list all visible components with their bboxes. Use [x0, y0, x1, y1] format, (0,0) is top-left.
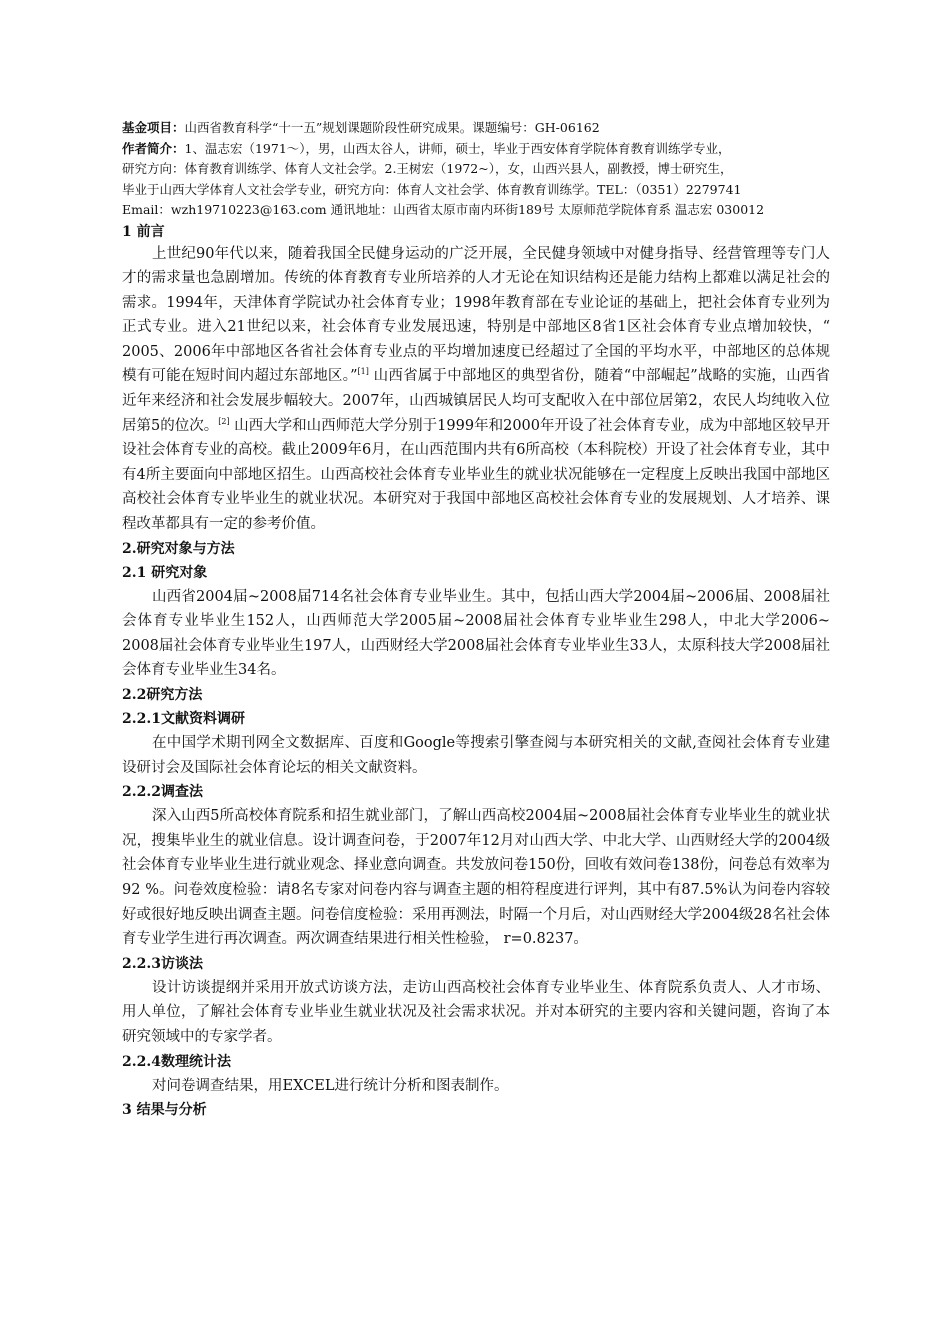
section-2-2-2-paragraph: 深入山西5所高校体育院系和招生就业部门，了解山西高校2004届~2008届社会体育专业毕业生的就业状况，搜集毕业生的就业信息。设计调查问卷，于2007年12月对山西大学、中北大学、山西财经大学的2004级社会体育专业毕业生进行就业观念、择业意向调查。共发放问卷150份，回收有效问卷138份，问卷总有效率为 92 %。问卷效度检验：请8名专家对问卷内容与调查主题的相符程度进行评判，其中有87.5%认为问卷内容较好或很好地反映出调查主题。问卷信度检验：采用再测法，时隔一个月后，对山西财经大学2004级28名社会体育专业学生进行再次调查。两次调查结果进行相关性检验， r=0.8237。 — [122, 808, 830, 948]
author-line-3: 毕业于山西大学体育人文社会学专业，研究方向：体育人文社会学、体育教育训练学。TEL：（0351）2279741 — [122, 181, 742, 197]
section-3-heading: 3 结果与分析 — [122, 1102, 207, 1119]
section-2-2-4-heading: 2.2.4数理统计法 — [122, 1053, 231, 1070]
author-line-2: 研究方向：体育教育训练学、体育人文社会学。2.王树宏（1972~），女，山西兴县人，副教授，博士研究生， — [122, 161, 733, 176]
page-content — [122, 118, 830, 1122]
section-2-2-1-paragraph: 在中国学术期刊网全文数据库、百度和Google等搜索引擎查阅与本研究相关的文献,查阅社会体育专业建设研讨会及国际社会体育论坛的相关文献资料。 — [122, 735, 830, 776]
section-2-heading: 2.研究对象与方法 — [122, 540, 235, 557]
author-line-4: Email：wzh19710223@163.com 通讯地址：山西省太原市南内环街189号 太原师范学院体育系 温志宏 030012 — [122, 202, 765, 217]
section-2-2-3-heading: 2.2.3访谈法 — [122, 955, 203, 972]
section-1-text-c: 山西大学和山西师范大学分别于1999年和2000年开设了社会体育专业，成为中部地区较早开设社会体育专业的高校。截止2009年6月，在山西范围内共有6所高校（本科院校）开设了社会体育专业，其中有4所主要面向中部地区招生。山西高校社会体育专业毕业生的就业状况能够在一定程度上反映出我国中部地区高校社会体育专业毕业生的就业状况。本研究对于我国中部地区高校社会体育专业的发展规划、人才培养、课程改革都具有一定的参考价值。 — [122, 417, 830, 533]
fund-label: 基金项目： — [122, 120, 185, 135]
section-2-2-4-paragraph: 对问卷调查结果，用EXCEL进行统计分析和图表制作。 — [152, 1077, 509, 1094]
fund-text: 山西省教育科学“十一五”规划课题阶段性研究成果。课题编号：GH-06162 — [184, 120, 600, 135]
author-line-1 — [122, 139, 830, 160]
section-2-2-heading: 2.2研究方法 — [122, 687, 203, 703]
section-2-2-2-heading: 2.2.2调查法 — [122, 784, 203, 801]
section-2-2-1-heading: 2.2.1文献资料调研 — [122, 711, 245, 727]
section-1-text-a: 上世纪90年代以来，随着我国全民健身运动的广泛开展，全民健身领域中对健身指导、经营管理等专门人才的需求量也急剧增加。传统的体育教育专业所培养的人才无论在知识结构还是能力结构上都难以满足社会的需求。1994年，天津体育学院试办社会体育专业；1998年教育部在专业论证的基础上，把社会体育专业列为正式专业。进入21世纪以来，社会体育专业发展迅速，特别是中部地区8省1区社会体育专业点增加较快，“ 2005、2006年中部地区各省社会体育专业点的平均增加速度已经超过了全国的平均水平，中部地区的总体规模有可能在短时间内超过东部地区。” — [122, 245, 830, 385]
section-1-heading: 1 前言 — [122, 223, 165, 240]
section-2-1-heading: 2.1 研究对象 — [122, 564, 208, 581]
fund-line — [122, 118, 830, 139]
section-2-1-paragraph: 山西省2004届~2008届714名社会体育专业毕业生。其中，包括山西大学2004届~2006届、2008届社会体育专业毕业生152人，山西师范大学2005届~2008届社会体育专业毕业生298人，中北大学2006~ 2008届社会体育专业毕业生197人，山西财经大学2008届社会体育专业毕业生33人，太原科技大学2008届社会体育专业毕业生34名。 — [122, 588, 830, 679]
citation-1: [1] — [357, 367, 369, 377]
section-1-paragraph — [122, 242, 830, 537]
section-2-2-3-paragraph: 设计访谈提纲并采用开放式访谈方法，走访山西高校社会体育专业毕业生、体育院系负责人、人才市场、用人单位，了解社会体育专业毕业生就业状况及社会需求状况。并对本研究的主要内容和关键问题，咨询了本研究领域中的专家学者。 — [122, 979, 830, 1045]
citation-2: [2] — [218, 416, 230, 426]
section-1-text-b: 山西省属于中部地区的典型省份，随着“中部崛起”战略的实施，山西省近年来经济和社会发展步幅较大。2007年，山西城镇居民人均可支配收入在中部位居第2，农民人均纯收入位居第5的位次。 — [122, 368, 830, 434]
author-text-1: 1、温志宏（1971～），男，山西太谷人，讲师，硕士，毕业于西安体育学院体育教育训练学专业， — [184, 140, 731, 156]
author-label: 作者简介： — [122, 140, 185, 156]
